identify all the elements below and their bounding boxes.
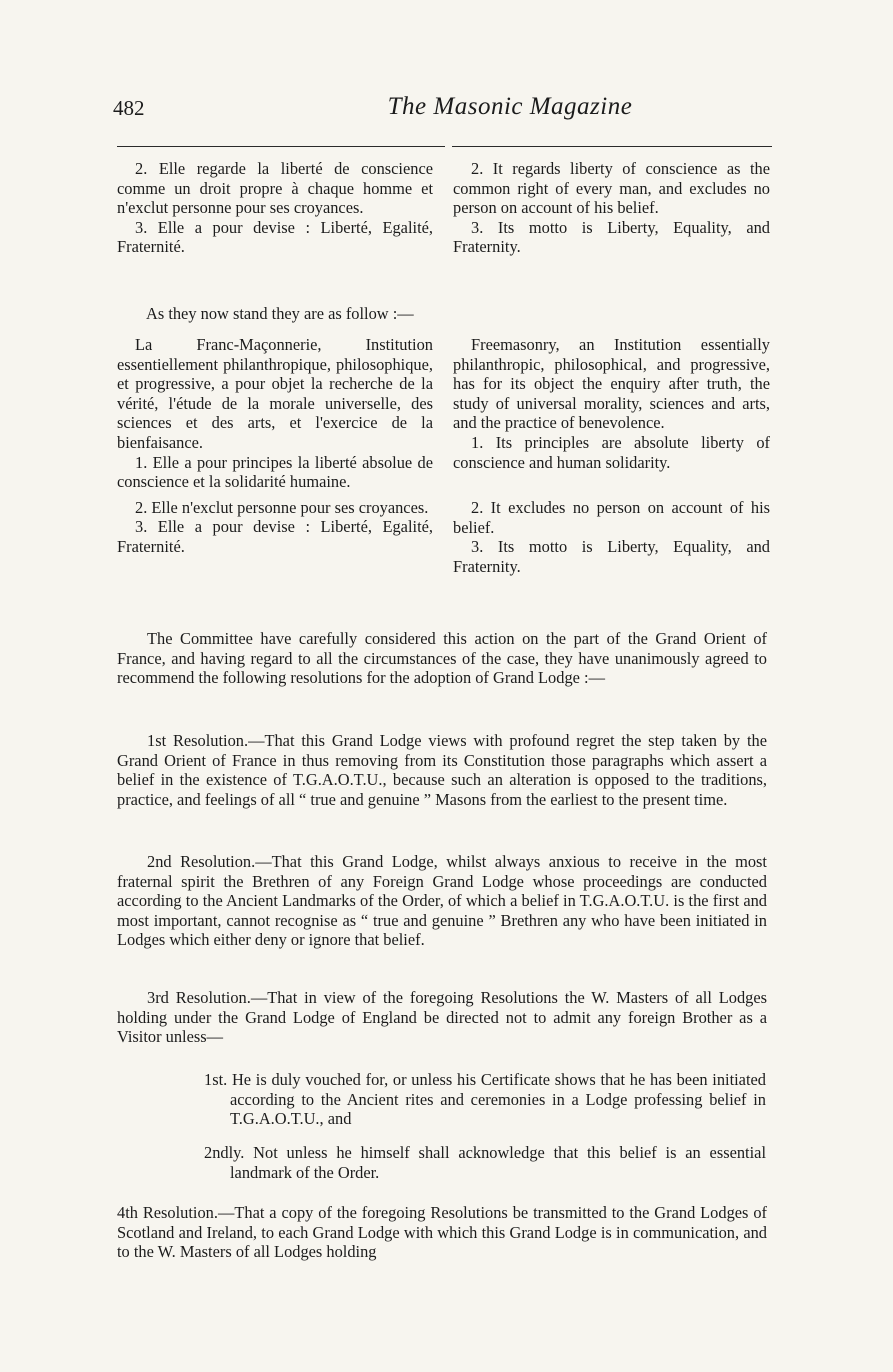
lead-in-line: As they now stand they are as follow :—: [146, 304, 414, 323]
committee-paragraph: [117, 629, 767, 688]
page-number: 482: [113, 96, 145, 120]
committee-text: The Committee have carefully considered this action on the part of the Grand Orient of France, and having regard to all the circumstances of the case, they have unanimously agreed to recommend the following resolutions for the adoption of Grand Lodge :—: [117, 629, 767, 688]
header-rule-right: [452, 146, 772, 147]
english-paragraph: 1. Its principles are absolute liberty of conscience and human solidarity.: [453, 432, 770, 472]
french-column-1: [117, 159, 433, 257]
french-paragraph: 3. Elle a pour devise : Liberté, Egalité, Fraternité.: [117, 217, 433, 257]
french-paragraph: La Franc-Maçonnerie, Institution essentiellement philanthropique, philosophique, et progressive, a pour objet la recherche de la vérité, l'étude de la morale universelle, des sciences et des arts, et l'exercice de la bienfaisance.: [117, 335, 433, 452]
condition-item-1: [172, 1070, 766, 1129]
french-column-2: [117, 335, 433, 557]
english-paragraph: 3. Its motto is Liberty, Equality, and Fraternity.: [453, 537, 770, 576]
french-paragraph: 2. Elle n'exclut personne pour ses croyances.: [135, 497, 429, 517]
resolution-3: [117, 988, 767, 1047]
resolution-2-text: 2nd Resolution.—That this Grand Lodge, whilst always anxious to receive in the most fraternal spirit the Brethren of any Foreign Grand Lodge whose proceedings are conducted according to the Ancient Landmarks of the Order, of which a belief in T.G.A.O.T.U. is the first and most important, cannot recognise as “ true and genuine ” Brethren any who have been initiated in Lodges which either deny or ignore that belief.: [117, 852, 767, 950]
french-paragraph: 2. Elle regarde la liberté de conscience comme un droit propre à chaque homme et n'exclut personne pour ses croyances.: [117, 159, 433, 218]
french-paragraph: 3. Elle a pour devise : Liberté, Egalité, Fraternité.: [117, 517, 433, 556]
resolution-1-text: 1st Resolution.—That this Grand Lodge views with profound regret the step taken by the Grand Orient of France in thus removing from its Constitution those paragraphs which assert a belief in the existence of T.G.A.O.T.U., because such an alteration is opposed to the traditions, practice, and feelings of all “ true and genuine ” Masons from the earliest to the present time.: [117, 731, 767, 809]
resolution-4-text: 4th Resolution.—That a copy of the foregoing Resolutions be transmitted to the Grand Lodges of Scotland and Ireland, to each Grand Lodge with which this Grand Lodge is in communication, and to the W. Masters of all Lodges holding: [117, 1203, 767, 1262]
resolution-2: [117, 852, 767, 950]
french-paragraph: 1. Elle a pour principes la liberté absolue de conscience et la solidarité humaine.: [117, 452, 433, 492]
resolution-1: [117, 731, 767, 809]
running-title: The Masonic Magazine: [387, 93, 633, 120]
condition-item-2: [172, 1143, 766, 1182]
english-column-1: [453, 159, 770, 257]
english-paragraph: 2. It regards liberty of conscience as the common right of every man, and excludes no person on account of his belief.: [453, 159, 770, 218]
header-rule-left: [117, 146, 445, 147]
condition-item-2-text: 2ndly. Not unless he himself shall acknowledge that this belief is an essential landmark of the Order.: [204, 1143, 766, 1182]
condition-item-1-text: 1st. He is duly vouched for, or unless his Certificate shows that he has been initiated according to the Ancient rites and ceremonies in a Lodge professing belief in T.G.A.O.T.U., and: [204, 1070, 766, 1129]
resolution-4: [117, 1203, 767, 1262]
resolution-3-text: 3rd Resolution.—That in view of the foregoing Resolutions the W. Masters of all Lodges holding under the Grand Lodge of England be directed not to admit any foreign Brother as a Visitor unless—: [117, 988, 767, 1047]
english-paragraph: 2. It excludes no person on account of his belief.: [453, 498, 770, 537]
english-column-2: [453, 335, 770, 577]
english-paragraph: Freemasonry, an Institution essentially philanthropic, philosophical, and progressive, has for its object the enquiry after truth, the study of universal morality, sciences and arts, and the practice of benevolence.: [453, 335, 770, 433]
english-paragraph: 3. Its motto is Liberty, Equality, and Fraternity.: [453, 217, 770, 257]
